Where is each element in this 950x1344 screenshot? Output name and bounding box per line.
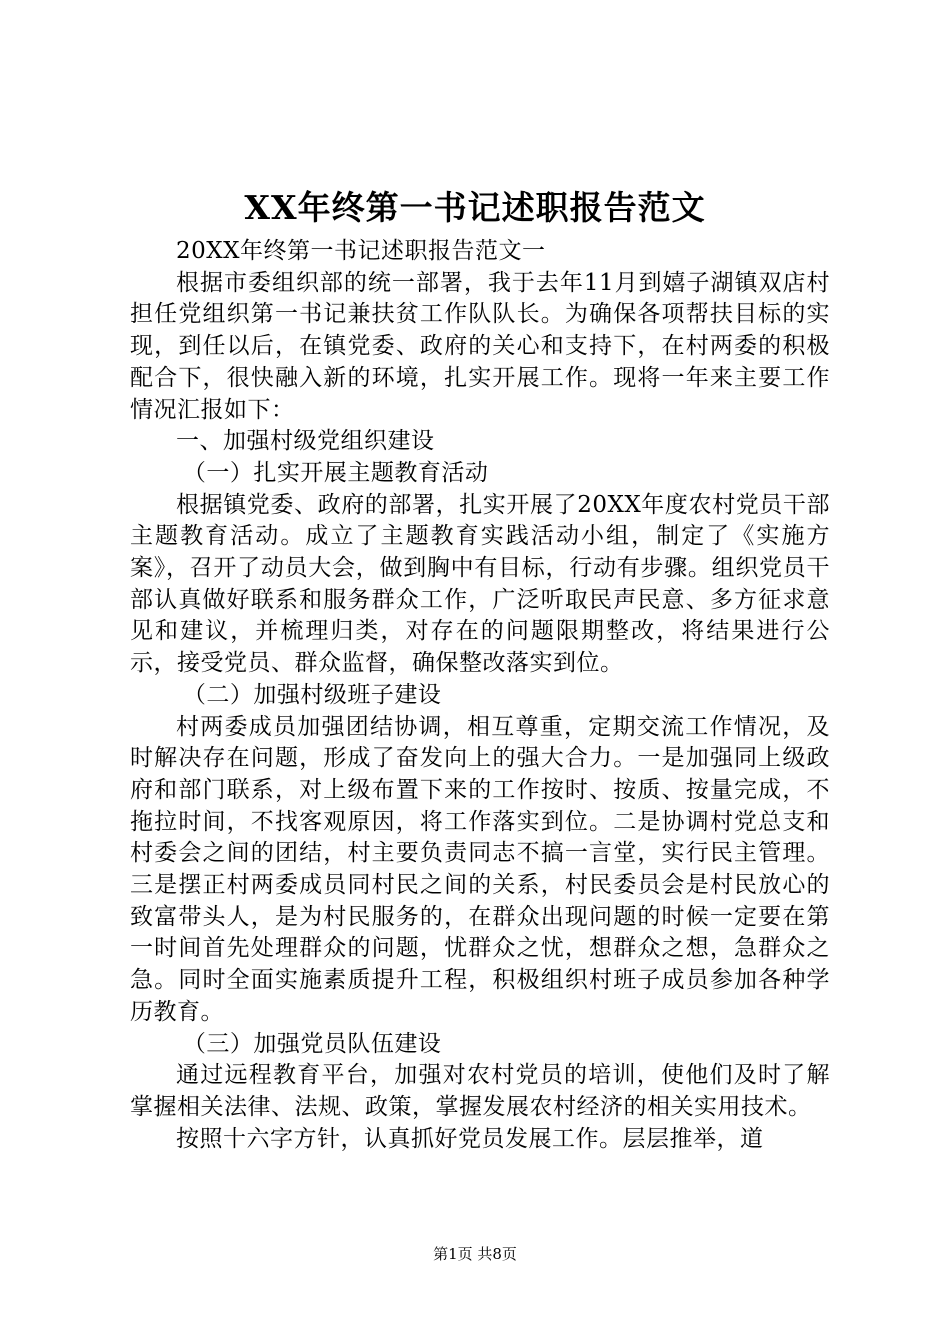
paragraph-subtitle: 20XX年终第一书记述职报告范文一 bbox=[176, 238, 546, 264]
subsection-heading-3: （三）加强党员队伍建设 bbox=[182, 1030, 442, 1057]
subsection-heading-1: （一）扎实开展主题教育活动 bbox=[182, 459, 489, 486]
paragraph-member-development: 按照十六字方针，认真抓好党员发展工作。层层推举，道 bbox=[176, 1125, 764, 1152]
section-heading-1: 一、加强村级党组织建设 bbox=[176, 428, 435, 455]
paragraph-intro: 根据市委组织部的统一部署，我于去年11月到嬉子湖镇双店村担任党组织第一书记兼扶贫工作队队长。为确保各项帮扶目标的实现，到任以后，在镇党委、政府的关心和支持下，在村两委的积极配合下，很快融入新的环境，扎实开展工作。现将一年来主要工作情况汇报如下： bbox=[130, 269, 830, 423]
paragraph-theme-education: 根据镇党委、政府的部署，扎实开展了20XX年度农村党员干部主题教育活动。成立了主题教育实践活动小组，制定了《实施方案》，召开了动员大会，做到胸中有目标，行动有步骤。组织党员干部认真做好联系和服务群众工作，广泛听取民声民意、多方征求意见和建议，并梳理归类，对存在的问题限期整改，将结果进行公示，接受党员、群众监督，确保整改落实到位。 bbox=[130, 491, 830, 677]
page-number-footer: 第1页 共8页 bbox=[433, 1245, 517, 1263]
paragraph-remote-education: 通过远程教育平台，加强对农村党员的培训，使他们及时了解掌握相关法律、法规、政策，掌握发展农村经济的相关实用技术。 bbox=[130, 1062, 830, 1120]
paragraph-team-building: 村两委成员加强团结协调，相互尊重，定期交流工作情况，及时解决存在问题，形成了奋发向上的强大合力。一是加强同上级政府和部门联系，对上级布置下来的工作按时、按质、按量完成，不拖拉时间，不找客观原因，将工作落实到位。二是协调村党总支和村委会之间的团结，村主要负责同志不搞一言堂，实行民主管理。三是摆正村两委成员同村民之间的关系，村民委员会是村民放心的致富带头人，是为村民服务的，在群众出现问题的时候一定要在第一时间首先处理群众的问题，忧群众之忧，想群众之想，急群众之急。同时全面实施素质提升工程，积极组织村班子成员参加各种学历教育。 bbox=[130, 713, 830, 1025]
document-body bbox=[130, 236, 830, 1155]
page-title: XX年终第一书记述职报告范文 bbox=[244, 188, 706, 227]
subsection-heading-2: （二）加强村级班子建设 bbox=[182, 681, 442, 708]
